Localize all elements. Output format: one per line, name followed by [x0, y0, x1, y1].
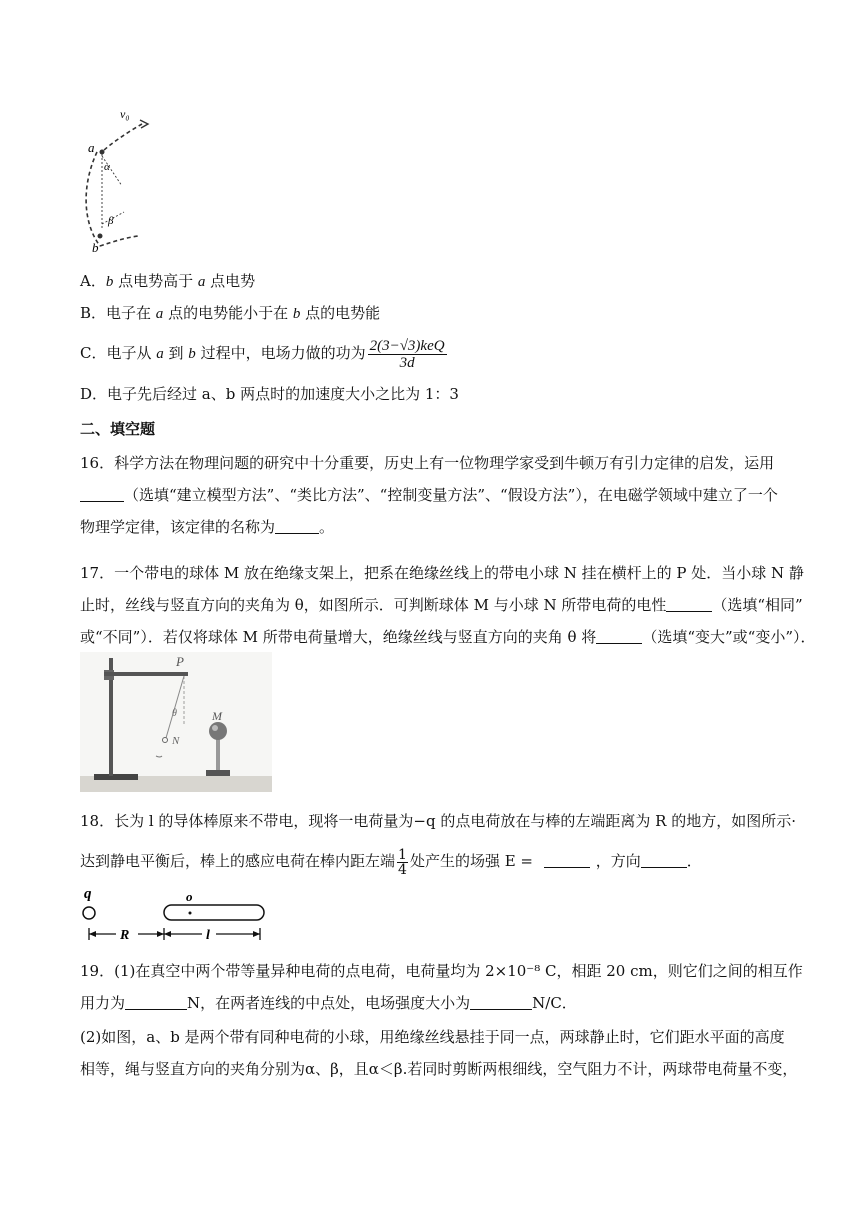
q15-option-a: A．b 点电势高于 a 点电势	[80, 272, 256, 290]
q19-line-1: 19．(1)在真空中两个带等量异种电荷的点电荷，电荷量均为 2×10⁻⁸ C，相距 20 cm，则它们之间的相互作	[80, 962, 803, 980]
q15-option-d: D．电子先后经过 a、b 两点时的加速度大小之比为 1：3	[80, 385, 459, 403]
q18-fraction-one-quarter: $\frac{1}{4}$	[398, 846, 407, 878]
q17-line-2: 止时，丝线与竖直方向的夹角为 θ，如图所示．可判断球体 M 与小球 N 所带电荷的电性 （选填“相同”	[80, 596, 803, 614]
q17-label-theta: θ	[172, 708, 177, 719]
q17-apparatus-figure	[80, 652, 272, 792]
q15-option-b: B．电子在 a 点的电势能小于在 b 点的电势能	[80, 304, 381, 322]
q15-v0-label: v₀	[120, 107, 130, 121]
q16-blank-law-name[interactable]	[275, 518, 319, 534]
q18-label-q: q	[84, 886, 92, 902]
q15-point-a-label: a	[88, 140, 95, 155]
q15-point-b-label: b	[92, 240, 99, 255]
q18-label-o: o	[186, 889, 193, 904]
q17-label-p: P	[176, 654, 184, 669]
q18-line-1: 18．长为 l 的导体棒原来不带电，现将一电荷量为−q 的点电荷放在与棒的左端距离为 R 的地方，如图所示·	[80, 812, 796, 830]
q17-blank-angle-change[interactable]	[596, 628, 642, 644]
q19-blank-force[interactable]	[125, 994, 187, 1010]
q17-label-m: M	[212, 709, 222, 723]
q17-blank-charge-sign[interactable]	[666, 596, 712, 612]
q16-line-1: 16．科学方法在物理问题的研究中十分重要，历史上有一位物理学家受到牛顿万有引力定律的启发，运用	[80, 454, 775, 472]
q15-beta-label: β	[108, 215, 114, 227]
q18-rod-figure	[80, 886, 270, 946]
q18-blank-direction[interactable]	[641, 852, 687, 868]
q16-line-3: 物理学定律，该定律的名称为 。	[80, 518, 335, 536]
q19-line-2: 用力为 N，在两者连线的中点处，电场强度大小为 N/C．	[80, 994, 577, 1012]
q17-label-n: N	[172, 735, 180, 747]
q16-line-2: （选填“建立模型方法”、“类比方法”、“控制变量方法”、“假设方法”），在电磁学领域中建立了一个	[80, 484, 778, 506]
q17-line-1: 17．一个带电的球体 M 放在绝缘支架上，把系在绝缘丝线上的带电小球 N 挂在横杆上的 P 处．当小球 N 静	[80, 564, 804, 582]
q18-label-l: l	[206, 928, 210, 943]
q19-line-4: 相等，绳与竖直方向的夹角分别为α、β，且α＜β.若同时剪断两根细线，空气阻力不计，两球带电荷量不变，	[80, 1060, 798, 1078]
q18-blank-field-strength[interactable]	[544, 852, 590, 868]
q15-work-fraction: $\frac{\text{2(3−√3)keQ}}{3d}$	[369, 337, 445, 371]
q19-blank-field[interactable]	[470, 994, 532, 1010]
q16-blank-method[interactable]	[80, 486, 124, 502]
q18-line-2: 达到静电平衡后，棒上的感应电荷在棒内距左端 $\frac{1}{4}$ 处产生的场强 E = ，方向 ．	[80, 846, 702, 878]
q18-label-r: R	[120, 928, 130, 943]
q15-alpha-label: α	[104, 161, 110, 173]
section-heading-fill-in: 二、填空题	[80, 420, 156, 438]
q17-line-3: 或“不同”）．若仅将球体 M 所带电荷量增大，绝缘丝线与竖直方向的夹角 θ 将 （选填“变大”或“变小”）．	[80, 628, 816, 646]
q19-line-3: (2)如图，a、b 是两个带有同种电荷的小球，用绝缘丝线悬挂于同一点，两球静止时，它们距水平面的高度	[80, 1028, 785, 1046]
q15-trajectory-figure	[80, 106, 160, 258]
q15-option-c: C．电子从 a 到 b 过程中，电场力做的功为 $\frac{\text{2(3−√3)keQ}}{3d}$	[80, 337, 445, 371]
